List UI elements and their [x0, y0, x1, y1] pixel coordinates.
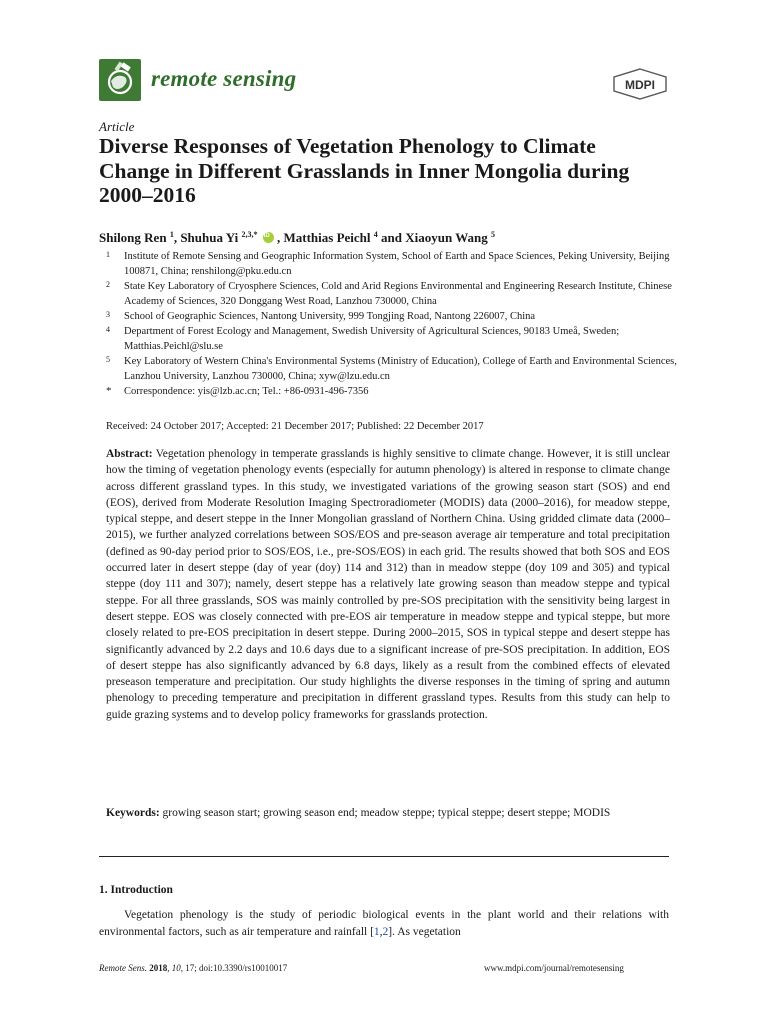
- affiliation-text: Key Laboratory of Western China's Environmental Systems (Ministry of Education), College of Earth and Environmental Sciences, Lanzhou University, Lanzhou 730000, China; xyw@lzu.edu.cn: [124, 356, 677, 382]
- keywords-label: Keywords:: [106, 807, 160, 819]
- publisher-name: MDPI: [625, 78, 655, 92]
- footer-citation: Remote Sens. 2018, 10, 17; doi:10.3390/rs10010017: [99, 963, 288, 973]
- publication-dates: Received: 24 October 2017; Accepted: 21 December 2017; Published: 22 December 2017: [106, 421, 484, 432]
- author-separator: and: [377, 230, 406, 245]
- section-divider: [99, 856, 669, 857]
- author-affiliation-mark: 5: [490, 230, 495, 239]
- affiliation-marker: 4: [106, 325, 110, 334]
- affiliation-text: State Key Laboratory of Cryosphere Sciences, Cold and Arid Regions Environmental and Engineering Research Institute, Chinese Academy of Sciences, 320 Donggang West Road, Lanzhou 730000, China: [124, 281, 672, 307]
- affiliation-text: School of Geographic Sciences, Nantong University, 999 Tongjing Road, Nantong 226007, China: [124, 311, 536, 322]
- author-name[interactable]: Matthias Peichl: [283, 230, 371, 245]
- footer-volume: 10: [171, 963, 181, 973]
- publisher-logo: [611, 68, 669, 100]
- author-affiliation-mark: 1: [169, 230, 174, 239]
- correspondence-text: Correspondence: yis@lzb.ac.cn; Tel.: +86-0931-496-7356: [124, 386, 369, 397]
- footer-doi: , 17; doi:10.3390/rs10010017: [180, 963, 288, 973]
- author-name[interactable]: Shilong Ren: [99, 230, 167, 245]
- orcid-icon[interactable]: [263, 232, 274, 243]
- affiliation-item: [99, 279, 679, 309]
- author-separator: ,: [173, 230, 181, 245]
- abstract-label: Abstract:: [106, 448, 153, 460]
- correspondence-marker: *: [106, 385, 112, 397]
- article-title: Diverse Responses of Vegetation Phenology to Climate Change in Different Grasslands in Inner Mongolia during 2000–2016: [99, 134, 630, 207]
- correspondence-item: [99, 384, 679, 399]
- affiliation-item: [99, 249, 679, 279]
- footer-url[interactable]: www.mdpi.com/journal/remotesensing: [484, 963, 624, 973]
- affiliation-text: Institute of Remote Sensing and Geographic Information System, School of Earth and Space Sciences, Peking University, Beijing 100871, China; renshilong@pku.edu.cn: [124, 251, 670, 277]
- affiliation-text: Department of Forest Ecology and Management, Swedish University of Agricultural Sciences, 90183 Umeå, Sweden; Matthias.Peichl@slu.se: [124, 326, 620, 352]
- footer-year: 2018: [149, 963, 168, 973]
- author-affiliation-mark: 2,3,*: [241, 230, 258, 239]
- keywords-text: growing season start; growing season end; meadow steppe; typical steppe; desert steppe; MODIS: [162, 807, 611, 819]
- section-heading: 1. Introduction: [99, 884, 173, 896]
- affiliation-item: [99, 354, 679, 384]
- journal-name: remote sensing: [151, 66, 297, 91]
- article-type: Article: [99, 119, 135, 134]
- journal-logo-icon: [99, 59, 141, 101]
- affiliation-item: [99, 309, 679, 324]
- abstract-text: Vegetation phenology in temperate grasslands is highly sensitive to climate change. However, it is still unclear how the timing of vegetation phenology events (especially for autumn phenology) is altered in response to climate change across different grassland types. In this study, we investigated variations of the growing season start (SOS) and end (EOS), derived from Moderate Resolution Imaging Spectroradiometer (MODIS) data (2000–2016), for meadow steppe, typical steppe, and desert steppe in the Inner Mongolian grassland of Northern China. Using gridded climate data (2000–2015), we further analyzed correlations between SOS/EOS and pre-season average air temperature and total precipitation (defined as 90-day period prior to SOS/EOS, i.e., pre-SOS/EOS) in each grid. The results showed that both SOS and EOS occurred later in desert steppe (day of year (doy) 114 and 312) than in meadow steppe (doy 109 and 305) and typical steppe (doy 111 and 307); namely, desert steppe has a relatively late growing season than meadow steppe and typical steppe. For all three grasslands, SOS was mainly controlled by pre-SOS precipitation with the sensitivity being largest in desert steppe. EOS was closely connected with pre-EOS air temperature in meadow steppe and typical steppe, but more closely related to pre-EOS precipitation in desert steppe. During 2000–2015, SOS in typical steppe and desert steppe has significantly advanced by 2.2 days and 10.6 days due to a significant increase of pre-SOS precipitation. In addition, EOS of desert steppe has also significantly advanced by 6.8 days, likely as a result from the combined effects of elevated preseason temperature and precipitation. Our study highlights the diverse responses in the timing of spring and autumn phenology to preceding temperature and precipitation in different grassland types. Results from this study can help to guide grazing systems and to develop policy frameworks for grasslands protection.: [106, 448, 670, 721]
- keywords: [106, 805, 670, 821]
- affiliation-marker: 3: [106, 310, 110, 319]
- introduction-paragraph: [99, 907, 669, 940]
- author-separator: ,: [273, 230, 284, 245]
- affiliation-item: [99, 324, 679, 354]
- abstract: [106, 446, 670, 723]
- intro-text-end: ]. As vegetation: [388, 925, 461, 938]
- footer-journal: Remote Sens.: [99, 963, 147, 973]
- affiliation-marker: 5: [106, 355, 110, 364]
- citation-link[interactable]: 1: [373, 925, 380, 938]
- author-list: [99, 230, 495, 246]
- citation-link[interactable]: 2: [382, 925, 389, 938]
- author-affiliation-mark: 4: [373, 230, 378, 239]
- affiliation-list: [99, 249, 679, 399]
- author-name[interactable]: Shuhua Yi: [180, 230, 239, 245]
- citation-separator: ,: [379, 925, 383, 938]
- intro-text-start: Vegetation phenology is the study of periodic biological events in the plant world and their relations with environmental factors, such as air temperature and rainfall [: [99, 909, 669, 938]
- affiliation-marker: 1: [106, 250, 110, 259]
- author-name[interactable]: Xiaoyun Wang: [405, 230, 488, 245]
- affiliation-marker: 2: [106, 280, 110, 289]
